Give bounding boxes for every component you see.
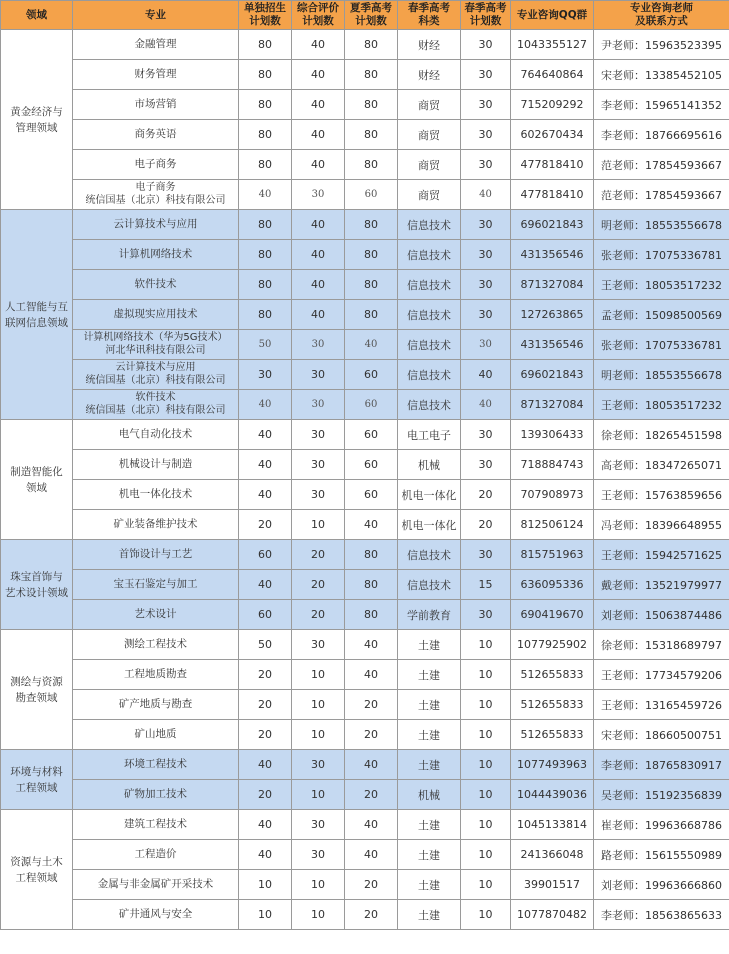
summer-plan-cell: 80 xyxy=(345,600,398,630)
spring-plan-cell: 10 xyxy=(461,810,511,840)
header-major: 专业 xyxy=(73,1,239,30)
major-cell: 软件技术 xyxy=(73,270,239,300)
summer-plan-cell: 40 xyxy=(345,840,398,870)
table-row xyxy=(1,210,729,240)
spring-plan-cell: 40 xyxy=(461,360,511,390)
major-cell: 机械设计与制造 xyxy=(73,450,239,480)
table-row xyxy=(1,840,729,870)
domain-group xyxy=(1,810,729,930)
major-cell: 矿山地质 xyxy=(73,720,239,750)
summer-plan-cell: 80 xyxy=(345,300,398,330)
major-cell: 计算机网络技术 xyxy=(73,240,239,270)
summer-plan-cell: 80 xyxy=(345,570,398,600)
spring-plan-cell: 10 xyxy=(461,780,511,810)
domain-group xyxy=(1,30,729,210)
major-cell: 云计算技术与应用 统信国基（北京）科技有限公司 xyxy=(73,360,239,390)
contact-cell: 明老师：18553556678 xyxy=(594,360,729,390)
single-plan-cell: 20 xyxy=(239,690,292,720)
contact-cell: 宋老师：18660500751 xyxy=(594,720,729,750)
comprehensive-plan-cell: 30 xyxy=(292,390,345,420)
contact-cell: 宋老师：13385452105 xyxy=(594,60,729,90)
spring-category-cell: 信息技术 xyxy=(398,210,461,240)
spring-plan-cell: 30 xyxy=(461,600,511,630)
single-plan-cell: 20 xyxy=(239,660,292,690)
table-row xyxy=(1,150,729,180)
table-row xyxy=(1,240,729,270)
summer-plan-cell: 80 xyxy=(345,30,398,60)
contact-cell: 李老师：18766695616 xyxy=(594,120,729,150)
qq-group-cell: 1077493963 xyxy=(511,750,594,780)
domain-cell: 测绘与资源 勘查领域 xyxy=(1,630,73,750)
qq-group-cell: 718884743 xyxy=(511,450,594,480)
major-cell: 艺术设计 xyxy=(73,600,239,630)
table-header xyxy=(1,1,729,30)
spring-category-cell: 机电一体化 xyxy=(398,480,461,510)
spring-category-cell: 信息技术 xyxy=(398,390,461,420)
table-row xyxy=(1,450,729,480)
single-plan-cell: 80 xyxy=(239,150,292,180)
comprehensive-plan-cell: 40 xyxy=(292,300,345,330)
spring-plan-cell: 10 xyxy=(461,660,511,690)
contact-cell: 明老师：18553556678 xyxy=(594,210,729,240)
qq-group-cell: 871327084 xyxy=(511,390,594,420)
spring-plan-cell: 10 xyxy=(461,630,511,660)
table-row xyxy=(1,750,729,780)
summer-plan-cell: 60 xyxy=(345,480,398,510)
qq-group-cell: 512655833 xyxy=(511,720,594,750)
contact-cell: 范老师：17854593667 xyxy=(594,180,729,210)
table-row xyxy=(1,900,729,930)
qq-group-cell: 477818410 xyxy=(511,180,594,210)
table-row xyxy=(1,270,729,300)
table-row xyxy=(1,810,729,840)
contact-cell: 戴老师：13521979977 xyxy=(594,570,729,600)
spring-plan-cell: 30 xyxy=(461,90,511,120)
table-row xyxy=(1,660,729,690)
comprehensive-plan-cell: 40 xyxy=(292,60,345,90)
spring-category-cell: 商贸 xyxy=(398,180,461,210)
single-plan-cell: 80 xyxy=(239,60,292,90)
summer-plan-cell: 80 xyxy=(345,150,398,180)
major-cell: 金属与非金属矿开采技术 xyxy=(73,870,239,900)
summer-plan-cell: 80 xyxy=(345,540,398,570)
major-cell: 电子商务 统信国基（北京）科技有限公司 xyxy=(73,180,239,210)
contact-cell: 高老师：18347265071 xyxy=(594,450,729,480)
qq-group-cell: 431356546 xyxy=(511,240,594,270)
single-plan-cell: 80 xyxy=(239,300,292,330)
spring-plan-cell: 30 xyxy=(461,60,511,90)
spring-plan-cell: 30 xyxy=(461,270,511,300)
qq-group-cell: 241366048 xyxy=(511,840,594,870)
comprehensive-plan-cell: 10 xyxy=(292,510,345,540)
contact-cell: 范老师：17854593667 xyxy=(594,150,729,180)
single-plan-cell: 40 xyxy=(239,570,292,600)
single-plan-cell: 40 xyxy=(239,390,292,420)
qq-group-cell: 512655833 xyxy=(511,690,594,720)
major-cell: 电气自动化技术 xyxy=(73,420,239,450)
comprehensive-plan-cell: 30 xyxy=(292,480,345,510)
header-contact: 专业咨询老师 及联系方式 xyxy=(594,1,729,30)
single-plan-cell: 40 xyxy=(239,450,292,480)
table-row xyxy=(1,600,729,630)
domain-group xyxy=(1,420,729,540)
spring-category-cell: 土建 xyxy=(398,660,461,690)
qq-group-cell: 127263865 xyxy=(511,300,594,330)
qq-group-cell: 512655833 xyxy=(511,660,594,690)
single-plan-cell: 40 xyxy=(239,750,292,780)
summer-plan-cell: 80 xyxy=(345,210,398,240)
major-cell: 工程地质勘查 xyxy=(73,660,239,690)
table-row xyxy=(1,390,729,420)
qq-group-cell: 1045133814 xyxy=(511,810,594,840)
qq-group-cell: 696021843 xyxy=(511,360,594,390)
spring-category-cell: 土建 xyxy=(398,840,461,870)
header-row xyxy=(1,1,729,30)
major-cell: 矿物加工技术 xyxy=(73,780,239,810)
single-plan-cell: 80 xyxy=(239,240,292,270)
single-plan-cell: 50 xyxy=(239,630,292,660)
contact-cell: 冯老师：18396648955 xyxy=(594,510,729,540)
major-cell: 商务英语 xyxy=(73,120,239,150)
contact-cell: 王老师：15763859656 xyxy=(594,480,729,510)
comprehensive-plan-cell: 30 xyxy=(292,630,345,660)
comprehensive-plan-cell: 30 xyxy=(292,360,345,390)
spring-category-cell: 机械 xyxy=(398,780,461,810)
spring-category-cell: 土建 xyxy=(398,900,461,930)
spring-plan-cell: 10 xyxy=(461,690,511,720)
table-row xyxy=(1,720,729,750)
comprehensive-plan-cell: 30 xyxy=(292,750,345,780)
table-row xyxy=(1,780,729,810)
summer-plan-cell: 80 xyxy=(345,120,398,150)
major-cell: 工程造价 xyxy=(73,840,239,870)
major-cell: 首饰设计与工艺 xyxy=(73,540,239,570)
single-plan-cell: 40 xyxy=(239,180,292,210)
spring-category-cell: 信息技术 xyxy=(398,330,461,360)
spring-plan-cell: 30 xyxy=(461,30,511,60)
single-plan-cell: 60 xyxy=(239,540,292,570)
contact-cell: 王老师：18053517232 xyxy=(594,390,729,420)
major-cell: 虚拟现实应用技术 xyxy=(73,300,239,330)
contact-cell: 李老师：18765830917 xyxy=(594,750,729,780)
summer-plan-cell: 80 xyxy=(345,90,398,120)
spring-category-cell: 商贸 xyxy=(398,120,461,150)
summer-plan-cell: 80 xyxy=(345,60,398,90)
summer-plan-cell: 40 xyxy=(345,750,398,780)
single-plan-cell: 10 xyxy=(239,870,292,900)
major-cell: 矿业装备维护技术 xyxy=(73,510,239,540)
table-row xyxy=(1,360,729,390)
spring-category-cell: 信息技术 xyxy=(398,270,461,300)
contact-cell: 王老师：13165459726 xyxy=(594,690,729,720)
summer-plan-cell: 20 xyxy=(345,870,398,900)
comprehensive-plan-cell: 10 xyxy=(292,660,345,690)
spring-category-cell: 财经 xyxy=(398,30,461,60)
summer-plan-cell: 80 xyxy=(345,240,398,270)
comprehensive-plan-cell: 40 xyxy=(292,30,345,60)
qq-group-cell: 715209292 xyxy=(511,90,594,120)
major-cell: 建筑工程技术 xyxy=(73,810,239,840)
comprehensive-plan-cell: 10 xyxy=(292,720,345,750)
single-plan-cell: 50 xyxy=(239,330,292,360)
single-plan-cell: 40 xyxy=(239,420,292,450)
single-plan-cell: 30 xyxy=(239,360,292,390)
summer-plan-cell: 40 xyxy=(345,660,398,690)
spring-category-cell: 信息技术 xyxy=(398,300,461,330)
spring-plan-cell: 30 xyxy=(461,150,511,180)
domain-cell: 人工智能与互 联网信息领域 xyxy=(1,210,73,420)
major-cell: 宝玉石鉴定与加工 xyxy=(73,570,239,600)
major-cell: 云计算技术与应用 xyxy=(73,210,239,240)
single-plan-cell: 40 xyxy=(239,840,292,870)
comprehensive-plan-cell: 40 xyxy=(292,150,345,180)
domain-cell: 黄金经济与 管理领域 xyxy=(1,30,73,210)
qq-group-cell: 636095336 xyxy=(511,570,594,600)
spring-category-cell: 土建 xyxy=(398,750,461,780)
major-cell: 机电一体化技术 xyxy=(73,480,239,510)
qq-group-cell: 1077925902 xyxy=(511,630,594,660)
qq-group-cell: 602670434 xyxy=(511,120,594,150)
table-row xyxy=(1,690,729,720)
single-plan-cell: 80 xyxy=(239,270,292,300)
comprehensive-plan-cell: 10 xyxy=(292,870,345,900)
summer-plan-cell: 60 xyxy=(345,360,398,390)
spring-plan-cell: 30 xyxy=(461,300,511,330)
single-plan-cell: 60 xyxy=(239,600,292,630)
spring-category-cell: 信息技术 xyxy=(398,360,461,390)
comprehensive-plan-cell: 20 xyxy=(292,570,345,600)
spring-plan-cell: 30 xyxy=(461,450,511,480)
single-plan-cell: 80 xyxy=(239,30,292,60)
comprehensive-plan-cell: 40 xyxy=(292,270,345,300)
summer-plan-cell: 80 xyxy=(345,270,398,300)
table-row xyxy=(1,30,729,60)
major-cell: 矿产地质与勘查 xyxy=(73,690,239,720)
contact-cell: 吴老师：15192356839 xyxy=(594,780,729,810)
summer-plan-cell: 40 xyxy=(345,810,398,840)
summer-plan-cell: 20 xyxy=(345,900,398,930)
single-plan-cell: 40 xyxy=(239,810,292,840)
domain-group xyxy=(1,750,729,810)
contact-cell: 王老师：17734579206 xyxy=(594,660,729,690)
summer-plan-cell: 20 xyxy=(345,690,398,720)
table-row xyxy=(1,330,729,360)
comprehensive-plan-cell: 30 xyxy=(292,840,345,870)
header-single-plan: 单独招生 计划数 xyxy=(239,1,292,30)
comprehensive-plan-cell: 30 xyxy=(292,810,345,840)
contact-cell: 徐老师：15318689797 xyxy=(594,630,729,660)
single-plan-cell: 80 xyxy=(239,90,292,120)
qq-group-cell: 431356546 xyxy=(511,330,594,360)
comprehensive-plan-cell: 30 xyxy=(292,420,345,450)
header-summer-plan: 夏季高考 计划数 xyxy=(345,1,398,30)
contact-cell: 张老师：17075336781 xyxy=(594,240,729,270)
single-plan-cell: 80 xyxy=(239,120,292,150)
summer-plan-cell: 40 xyxy=(345,330,398,360)
table-row xyxy=(1,510,729,540)
comprehensive-plan-cell: 40 xyxy=(292,120,345,150)
domain-cell: 资源与土木 工程领域 xyxy=(1,810,73,930)
comprehensive-plan-cell: 10 xyxy=(292,690,345,720)
contact-cell: 路老师：15615550989 xyxy=(594,840,729,870)
spring-category-cell: 电工电子 xyxy=(398,420,461,450)
comprehensive-plan-cell: 40 xyxy=(292,90,345,120)
summer-plan-cell: 60 xyxy=(345,390,398,420)
qq-group-cell: 764640864 xyxy=(511,60,594,90)
spring-plan-cell: 30 xyxy=(461,210,511,240)
table-row xyxy=(1,540,729,570)
major-cell: 测绘工程技术 xyxy=(73,630,239,660)
header-comprehensive-plan: 综合评价 计划数 xyxy=(292,1,345,30)
contact-cell: 李老师：15965141352 xyxy=(594,90,729,120)
table-row xyxy=(1,630,729,660)
contact-cell: 张老师：17075336781 xyxy=(594,330,729,360)
major-cell: 环境工程技术 xyxy=(73,750,239,780)
summer-plan-cell: 60 xyxy=(345,420,398,450)
spring-category-cell: 土建 xyxy=(398,630,461,660)
comprehensive-plan-cell: 20 xyxy=(292,540,345,570)
table-row xyxy=(1,570,729,600)
table-row xyxy=(1,90,729,120)
spring-plan-cell: 30 xyxy=(461,540,511,570)
qq-group-cell: 1044439036 xyxy=(511,780,594,810)
major-cell: 矿井通风与安全 xyxy=(73,900,239,930)
spring-category-cell: 商贸 xyxy=(398,90,461,120)
single-plan-cell: 80 xyxy=(239,210,292,240)
qq-group-cell: 1077870482 xyxy=(511,900,594,930)
comprehensive-plan-cell: 30 xyxy=(292,330,345,360)
major-cell: 金融管理 xyxy=(73,30,239,60)
spring-plan-cell: 10 xyxy=(461,840,511,870)
spring-category-cell: 土建 xyxy=(398,810,461,840)
summer-plan-cell: 40 xyxy=(345,630,398,660)
contact-cell: 王老师：18053517232 xyxy=(594,270,729,300)
comprehensive-plan-cell: 30 xyxy=(292,450,345,480)
single-plan-cell: 40 xyxy=(239,480,292,510)
qq-group-cell: 1043355127 xyxy=(511,30,594,60)
spring-plan-cell: 10 xyxy=(461,750,511,780)
single-plan-cell: 20 xyxy=(239,720,292,750)
qq-group-cell: 477818410 xyxy=(511,150,594,180)
contact-cell: 刘老师：15063874486 xyxy=(594,600,729,630)
header-spring-category: 春季高考 科类 xyxy=(398,1,461,30)
table-row xyxy=(1,480,729,510)
major-cell: 计算机网络技术（华为5G技术） 河北华讯科技有限公司 xyxy=(73,330,239,360)
table-row xyxy=(1,180,729,210)
summer-plan-cell: 20 xyxy=(345,780,398,810)
comprehensive-plan-cell: 40 xyxy=(292,210,345,240)
contact-cell: 王老师：15942571625 xyxy=(594,540,729,570)
summer-plan-cell: 40 xyxy=(345,510,398,540)
comprehensive-plan-cell: 10 xyxy=(292,900,345,930)
table-row xyxy=(1,120,729,150)
spring-plan-cell: 40 xyxy=(461,390,511,420)
spring-category-cell: 土建 xyxy=(398,870,461,900)
spring-plan-cell: 30 xyxy=(461,330,511,360)
qq-group-cell: 707908973 xyxy=(511,480,594,510)
qq-group-cell: 815751963 xyxy=(511,540,594,570)
major-cell: 软件技术 统信国基（北京）科技有限公司 xyxy=(73,390,239,420)
spring-plan-cell: 30 xyxy=(461,420,511,450)
spring-category-cell: 信息技术 xyxy=(398,540,461,570)
contact-cell: 崔老师：19963668786 xyxy=(594,810,729,840)
spring-category-cell: 土建 xyxy=(398,720,461,750)
table-row xyxy=(1,420,729,450)
comprehensive-plan-cell: 20 xyxy=(292,600,345,630)
contact-cell: 尹老师：15963523395 xyxy=(594,30,729,60)
summer-plan-cell: 20 xyxy=(345,720,398,750)
contact-cell: 刘老师：19963666860 xyxy=(594,870,729,900)
contact-cell: 李老师：18563865633 xyxy=(594,900,729,930)
single-plan-cell: 20 xyxy=(239,780,292,810)
qq-group-cell: 812506124 xyxy=(511,510,594,540)
spring-category-cell: 机械 xyxy=(398,450,461,480)
spring-category-cell: 信息技术 xyxy=(398,240,461,270)
domain-group xyxy=(1,630,729,750)
spring-category-cell: 信息技术 xyxy=(398,570,461,600)
spring-plan-cell: 20 xyxy=(461,510,511,540)
spring-plan-cell: 10 xyxy=(461,870,511,900)
domain-cell: 环境与材料 工程领域 xyxy=(1,750,73,810)
qq-group-cell: 139306433 xyxy=(511,420,594,450)
major-cell: 市场营销 xyxy=(73,90,239,120)
domain-cell: 制造智能化 领域 xyxy=(1,420,73,540)
spring-category-cell: 土建 xyxy=(398,690,461,720)
spring-plan-cell: 10 xyxy=(461,720,511,750)
domain-group xyxy=(1,540,729,630)
summer-plan-cell: 60 xyxy=(345,450,398,480)
qq-group-cell: 871327084 xyxy=(511,270,594,300)
spring-plan-cell: 10 xyxy=(461,900,511,930)
spring-plan-cell: 30 xyxy=(461,120,511,150)
qq-group-cell: 690419670 xyxy=(511,600,594,630)
spring-category-cell: 财经 xyxy=(398,60,461,90)
contact-cell: 孟老师：15098500569 xyxy=(594,300,729,330)
comprehensive-plan-cell: 30 xyxy=(292,180,345,210)
table-row xyxy=(1,60,729,90)
spring-category-cell: 学前教育 xyxy=(398,600,461,630)
header-qq-group: 专业咨询QQ群 xyxy=(511,1,594,30)
qq-group-cell: 39901517 xyxy=(511,870,594,900)
major-cell: 财务管理 xyxy=(73,60,239,90)
header-domain: 领域 xyxy=(1,1,73,30)
major-cell: 电子商务 xyxy=(73,150,239,180)
spring-plan-cell: 20 xyxy=(461,480,511,510)
header-spring-plan: 春季高考 计划数 xyxy=(461,1,511,30)
table-row xyxy=(1,870,729,900)
spring-plan-cell: 40 xyxy=(461,180,511,210)
comprehensive-plan-cell: 40 xyxy=(292,240,345,270)
table-row xyxy=(1,300,729,330)
single-plan-cell: 20 xyxy=(239,510,292,540)
single-plan-cell: 10 xyxy=(239,900,292,930)
spring-plan-cell: 15 xyxy=(461,570,511,600)
comprehensive-plan-cell: 10 xyxy=(292,780,345,810)
spring-category-cell: 商贸 xyxy=(398,150,461,180)
qq-group-cell: 696021843 xyxy=(511,210,594,240)
spring-plan-cell: 30 xyxy=(461,240,511,270)
domain-cell: 珠宝首饰与 艺术设计领域 xyxy=(1,540,73,630)
spring-category-cell: 机电一体化 xyxy=(398,510,461,540)
domain-group xyxy=(1,210,729,420)
contact-cell: 徐老师：18265451598 xyxy=(594,420,729,450)
summer-plan-cell: 60 xyxy=(345,180,398,210)
